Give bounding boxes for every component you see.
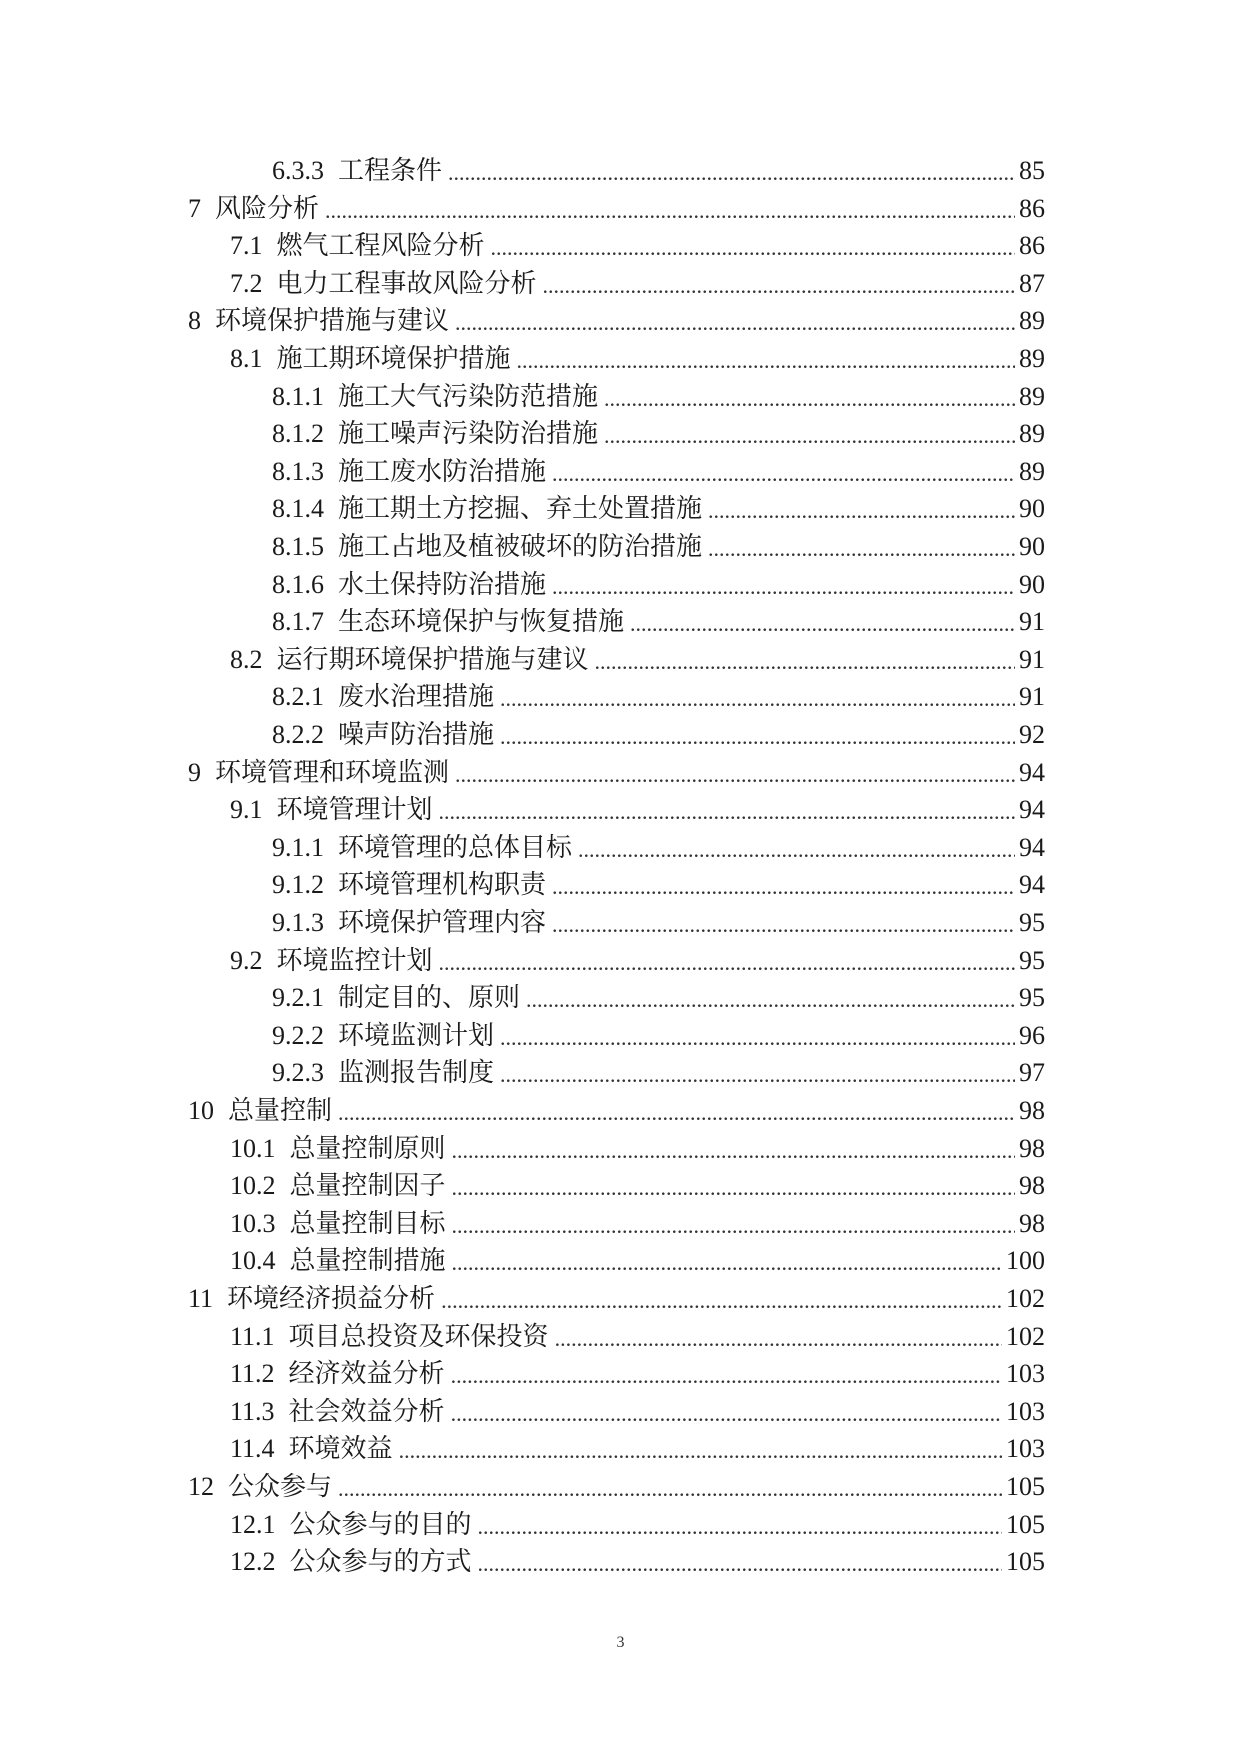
toc-entry-page: 98 (1019, 1171, 1045, 1201)
toc-entry-title: 环境监测计划 (338, 1020, 495, 1051)
toc-entry-number: 8.2.1 (272, 682, 324, 712)
toc-entry-title: 运行期环境保护措施与建议 (276, 644, 589, 675)
toc-entry[interactable] (272, 453, 1045, 491)
toc-dot-leader (543, 267, 1015, 305)
toc-entry-number: 7 (188, 193, 201, 223)
toc-entry-title: 环境管理计划 (276, 795, 433, 826)
toc-entry[interactable] (230, 1167, 1045, 1205)
toc-entry-title: 环境管理的总体目标 (338, 832, 573, 863)
toc-dot-leader (604, 417, 1015, 455)
toc-entry[interactable] (272, 528, 1045, 566)
toc-entry-number: 8.2.2 (272, 720, 324, 749)
toc-entry-number: 9.2 (230, 945, 263, 975)
toc-dot-leader (708, 530, 1015, 568)
toc-dot-leader (478, 1508, 1002, 1546)
toc-dot-leader (552, 568, 1015, 606)
toc-dot-leader (325, 192, 1015, 230)
toc-dot-leader (500, 680, 1015, 718)
toc-entry-title: 废水治理措施 (338, 682, 495, 713)
toc-entry-title: 总量控制目标 (289, 1208, 446, 1239)
toc-entry[interactable] (230, 265, 1045, 303)
toc-dot-leader (399, 1432, 1002, 1470)
toc-dot-leader (439, 944, 1015, 982)
toc-entry-title: 电力工程事故风险分析 (276, 268, 537, 299)
toc-entry-title: 环境管理和环境监测 (215, 757, 450, 788)
toc-entry-page: 92 (1019, 720, 1045, 749)
toc-entry-number: 9 (188, 757, 201, 787)
toc-dot-leader (452, 1244, 1002, 1282)
toc-entry-number: 12.1 (230, 1509, 276, 1539)
toc-entry-number: 9.1 (230, 795, 263, 825)
toc-entry[interactable] (230, 1318, 1045, 1356)
toc-entry[interactable] (230, 340, 1045, 378)
toc-entry-title: 施工占地及植被破坏的防治措施 (338, 532, 703, 562)
toc-entry[interactable] (272, 829, 1045, 867)
toc-entry-page: 89 (1019, 381, 1045, 411)
toc-entry[interactable] (188, 1280, 1045, 1318)
toc-entry[interactable] (230, 1242, 1045, 1280)
toc-entry-number: 8.1.7 (272, 607, 324, 637)
toc-entry[interactable] (188, 754, 1045, 792)
toc-entry[interactable] (230, 641, 1045, 679)
toc-entry-title: 监测报告制度 (338, 1058, 495, 1089)
toc-entry[interactable] (230, 942, 1045, 980)
toc-entry-number: 11 (188, 1284, 214, 1313)
toc-entry[interactable] (230, 227, 1045, 265)
toc-dot-leader (452, 1207, 1015, 1245)
toc-entry-title: 环境管理机构职责 (338, 870, 547, 901)
toc-entry-title: 噪声防治措施 (338, 720, 495, 750)
toc-entry[interactable] (188, 190, 1045, 228)
toc-entry-number: 9.1.2 (272, 870, 324, 900)
toc-entry[interactable] (230, 1130, 1045, 1168)
toc-entry-number: 8.1.6 (272, 569, 324, 599)
toc-dot-leader (451, 1395, 1002, 1433)
toc-dot-leader (491, 229, 1015, 267)
toc-entry-number: 11.2 (230, 1359, 275, 1389)
toc-entry-number: 10 (188, 1096, 214, 1125)
toc-dot-leader (451, 1357, 1002, 1395)
toc-entry[interactable] (272, 490, 1045, 528)
toc-entry-page: 102 (1006, 1284, 1045, 1313)
toc-entry-number: 8.2 (230, 644, 263, 674)
toc-entry-number: 6.3.3 (272, 156, 324, 185)
toc-entry-page: 105 (1006, 1509, 1045, 1539)
toc-entry[interactable] (230, 1205, 1045, 1243)
toc-entry-page: 98 (1019, 1133, 1045, 1163)
toc-entry[interactable] (188, 1092, 1045, 1130)
toc-entry-number: 8.1.3 (272, 456, 324, 486)
toc-entry-page: 98 (1019, 1096, 1045, 1125)
toc-entry-title: 施工期环境保护措施 (276, 344, 511, 374)
toc-entry-number: 8.1.4 (272, 494, 324, 524)
toc-dot-leader (455, 756, 1015, 794)
toc-entry-title: 社会效益分析 (288, 1396, 445, 1427)
toc-dot-leader (526, 981, 1015, 1019)
toc-entry-page: 90 (1019, 494, 1045, 524)
toc-entry-number: 9.2.1 (272, 983, 324, 1013)
toc-entry-page: 96 (1019, 1020, 1045, 1050)
toc-entry[interactable] (230, 1506, 1045, 1544)
toc-entry-page: 89 (1019, 419, 1045, 449)
toc-entry-title: 总量控制措施 (289, 1246, 446, 1277)
toc-entry-page: 94 (1019, 757, 1045, 787)
toc-dot-leader (555, 1320, 1002, 1358)
toc-entry-page: 100 (1006, 1246, 1045, 1276)
toc-entry-number: 8.1.5 (272, 532, 324, 561)
toc-entry[interactable] (272, 979, 1045, 1017)
toc-entry-number: 9.1.1 (272, 832, 324, 862)
toc-entry-page: 86 (1019, 231, 1045, 261)
toc-entry-title: 制定目的、原则 (338, 983, 521, 1014)
toc-entry[interactable] (230, 1543, 1045, 1581)
toc-entry-page: 89 (1019, 344, 1045, 373)
toc-entry[interactable] (272, 1017, 1045, 1055)
toc-dot-leader (441, 1282, 1002, 1320)
toc-entry-title: 环境经济损益分析 (227, 1284, 436, 1314)
toc-entry-number: 11.3 (230, 1396, 275, 1426)
toc-entry-title: 经济效益分析 (288, 1359, 445, 1390)
toc-entry-title: 公众参与的目的 (289, 1509, 472, 1540)
toc-entry-title: 施工大气污染防范措施 (338, 381, 599, 412)
toc-entry-number: 12 (188, 1472, 214, 1501)
toc-entry[interactable] (272, 152, 1045, 190)
toc-entry-number: 10.1 (230, 1133, 276, 1163)
page-number: 3 (616, 1634, 625, 1651)
toc-entry-page: 90 (1019, 569, 1045, 599)
toc-entry-page: 86 (1019, 193, 1045, 223)
toc-dot-leader (439, 793, 1015, 831)
toc-dot-leader (338, 1470, 1002, 1508)
toc-entry[interactable] (230, 1430, 1045, 1468)
toc-entry-page: 91 (1019, 607, 1045, 637)
toc-entry-page: 91 (1019, 682, 1045, 712)
toc-entry-title: 施工噪声污染防治措施 (338, 419, 599, 450)
toc-entry-page: 94 (1019, 832, 1045, 862)
toc-entry-title: 环境监控计划 (276, 945, 433, 976)
toc-entry-page: 95 (1019, 908, 1045, 937)
toc-entry[interactable] (272, 904, 1045, 942)
toc-entry-number: 10.2 (230, 1171, 276, 1201)
toc-entry-page: 103 (1006, 1359, 1045, 1389)
toc-entry[interactable] (272, 1054, 1045, 1092)
toc-entry[interactable] (272, 716, 1045, 754)
toc-entry-page: 98 (1019, 1208, 1045, 1238)
toc-entry-page: 103 (1006, 1396, 1045, 1426)
toc-entry-page: 89 (1019, 306, 1045, 336)
toc-entry-title: 环境保护管理内容 (338, 908, 547, 938)
toc-entry-number: 7.1 (230, 231, 263, 261)
toc-entry-page: 105 (1006, 1547, 1045, 1577)
toc-entry-number: 12.2 (230, 1547, 276, 1577)
toc-entry-title: 生态环境保护与恢复措施 (338, 607, 625, 638)
toc-entry-page: 105 (1006, 1472, 1045, 1501)
toc-dot-leader (578, 831, 1015, 869)
toc-dot-leader (604, 380, 1015, 418)
toc-entry-page: 103 (1006, 1434, 1045, 1464)
toc-entry-title: 水土保持防治措施 (338, 569, 547, 600)
toc-entry[interactable] (188, 1468, 1045, 1506)
toc-dot-leader (478, 1545, 1002, 1583)
toc-dot-leader (552, 868, 1015, 906)
toc-entry-page: 87 (1019, 268, 1045, 298)
toc-entry[interactable] (272, 603, 1045, 641)
toc-entry-page: 94 (1019, 795, 1045, 825)
toc-dot-leader (630, 605, 1015, 643)
toc-entry-page: 91 (1019, 644, 1045, 674)
toc-entry-title: 公众参与 (228, 1472, 333, 1502)
toc-entry[interactable] (272, 566, 1045, 604)
toc-entry-page: 89 (1019, 456, 1045, 486)
toc-entry-number: 10.3 (230, 1208, 276, 1238)
toc-entry-title: 环境保护措施与建议 (215, 306, 450, 337)
toc-dot-leader (708, 492, 1015, 530)
toc-entry-page: 95 (1019, 945, 1045, 975)
toc-dot-leader (552, 455, 1015, 493)
toc-dot-leader (552, 906, 1015, 944)
toc-entry[interactable] (188, 302, 1045, 340)
toc-dot-leader (500, 1056, 1015, 1094)
toc-entry-title: 工程条件 (338, 156, 443, 186)
toc-dot-leader (452, 1169, 1015, 1207)
toc-entry-title: 公众参与的方式 (289, 1547, 472, 1578)
toc-entry-number: 11.1 (230, 1321, 275, 1351)
toc-entry-number: 8.1.2 (272, 419, 324, 449)
toc-entry-page: 94 (1019, 870, 1045, 900)
toc-entry-title: 施工废水防治措施 (338, 456, 547, 487)
toc-dot-leader (595, 643, 1015, 681)
toc-entry-page: 97 (1019, 1058, 1045, 1088)
toc-entry-title: 环境效益 (288, 1434, 393, 1465)
toc-entry-number: 7.2 (230, 268, 263, 298)
toc-entry-number: 9.2.2 (272, 1020, 324, 1050)
toc-entry-page: 95 (1019, 983, 1045, 1013)
toc-entry-page: 85 (1019, 156, 1045, 185)
toc-entry-number: 9.2.3 (272, 1058, 324, 1088)
toc-entry-page: 90 (1019, 532, 1045, 561)
toc-dot-leader (338, 1094, 1015, 1132)
toc-entry-number: 9.1.3 (272, 908, 324, 937)
toc-entry[interactable] (272, 678, 1045, 716)
toc-entry-number: 10.4 (230, 1246, 276, 1276)
toc-entry-title: 总量控制原则 (289, 1133, 446, 1164)
toc-entry[interactable] (272, 866, 1045, 904)
toc-entry-number: 8.1.1 (272, 381, 324, 411)
toc-dot-leader (448, 154, 1015, 192)
toc-dot-leader (500, 1019, 1015, 1057)
toc-entry-title: 总量控制 (228, 1096, 333, 1126)
toc-entry[interactable] (272, 378, 1045, 416)
toc-entry-title: 施工期土方挖掘、弃土处置措施 (338, 494, 703, 525)
toc-entry-title: 风险分析 (215, 193, 320, 224)
toc-entry-title: 总量控制因子 (289, 1171, 446, 1202)
toc-entry-page: 102 (1006, 1321, 1045, 1351)
toc-entry-title: 燃气工程风险分析 (276, 231, 485, 262)
toc-entry[interactable] (230, 791, 1045, 829)
toc-entry-number: 8.1 (230, 344, 263, 373)
toc-entry-number: 11.4 (230, 1434, 275, 1464)
toc-dot-leader (455, 304, 1015, 342)
toc-entry[interactable] (272, 415, 1045, 453)
toc-entry-number: 8 (188, 306, 201, 336)
toc-dot-leader (517, 342, 1015, 380)
toc-entry[interactable] (230, 1355, 1045, 1393)
toc-entry-title: 项目总投资及环保投资 (288, 1321, 549, 1352)
toc-entry[interactable] (230, 1393, 1045, 1431)
toc-dot-leader (500, 718, 1015, 756)
toc-dot-leader (452, 1132, 1015, 1170)
